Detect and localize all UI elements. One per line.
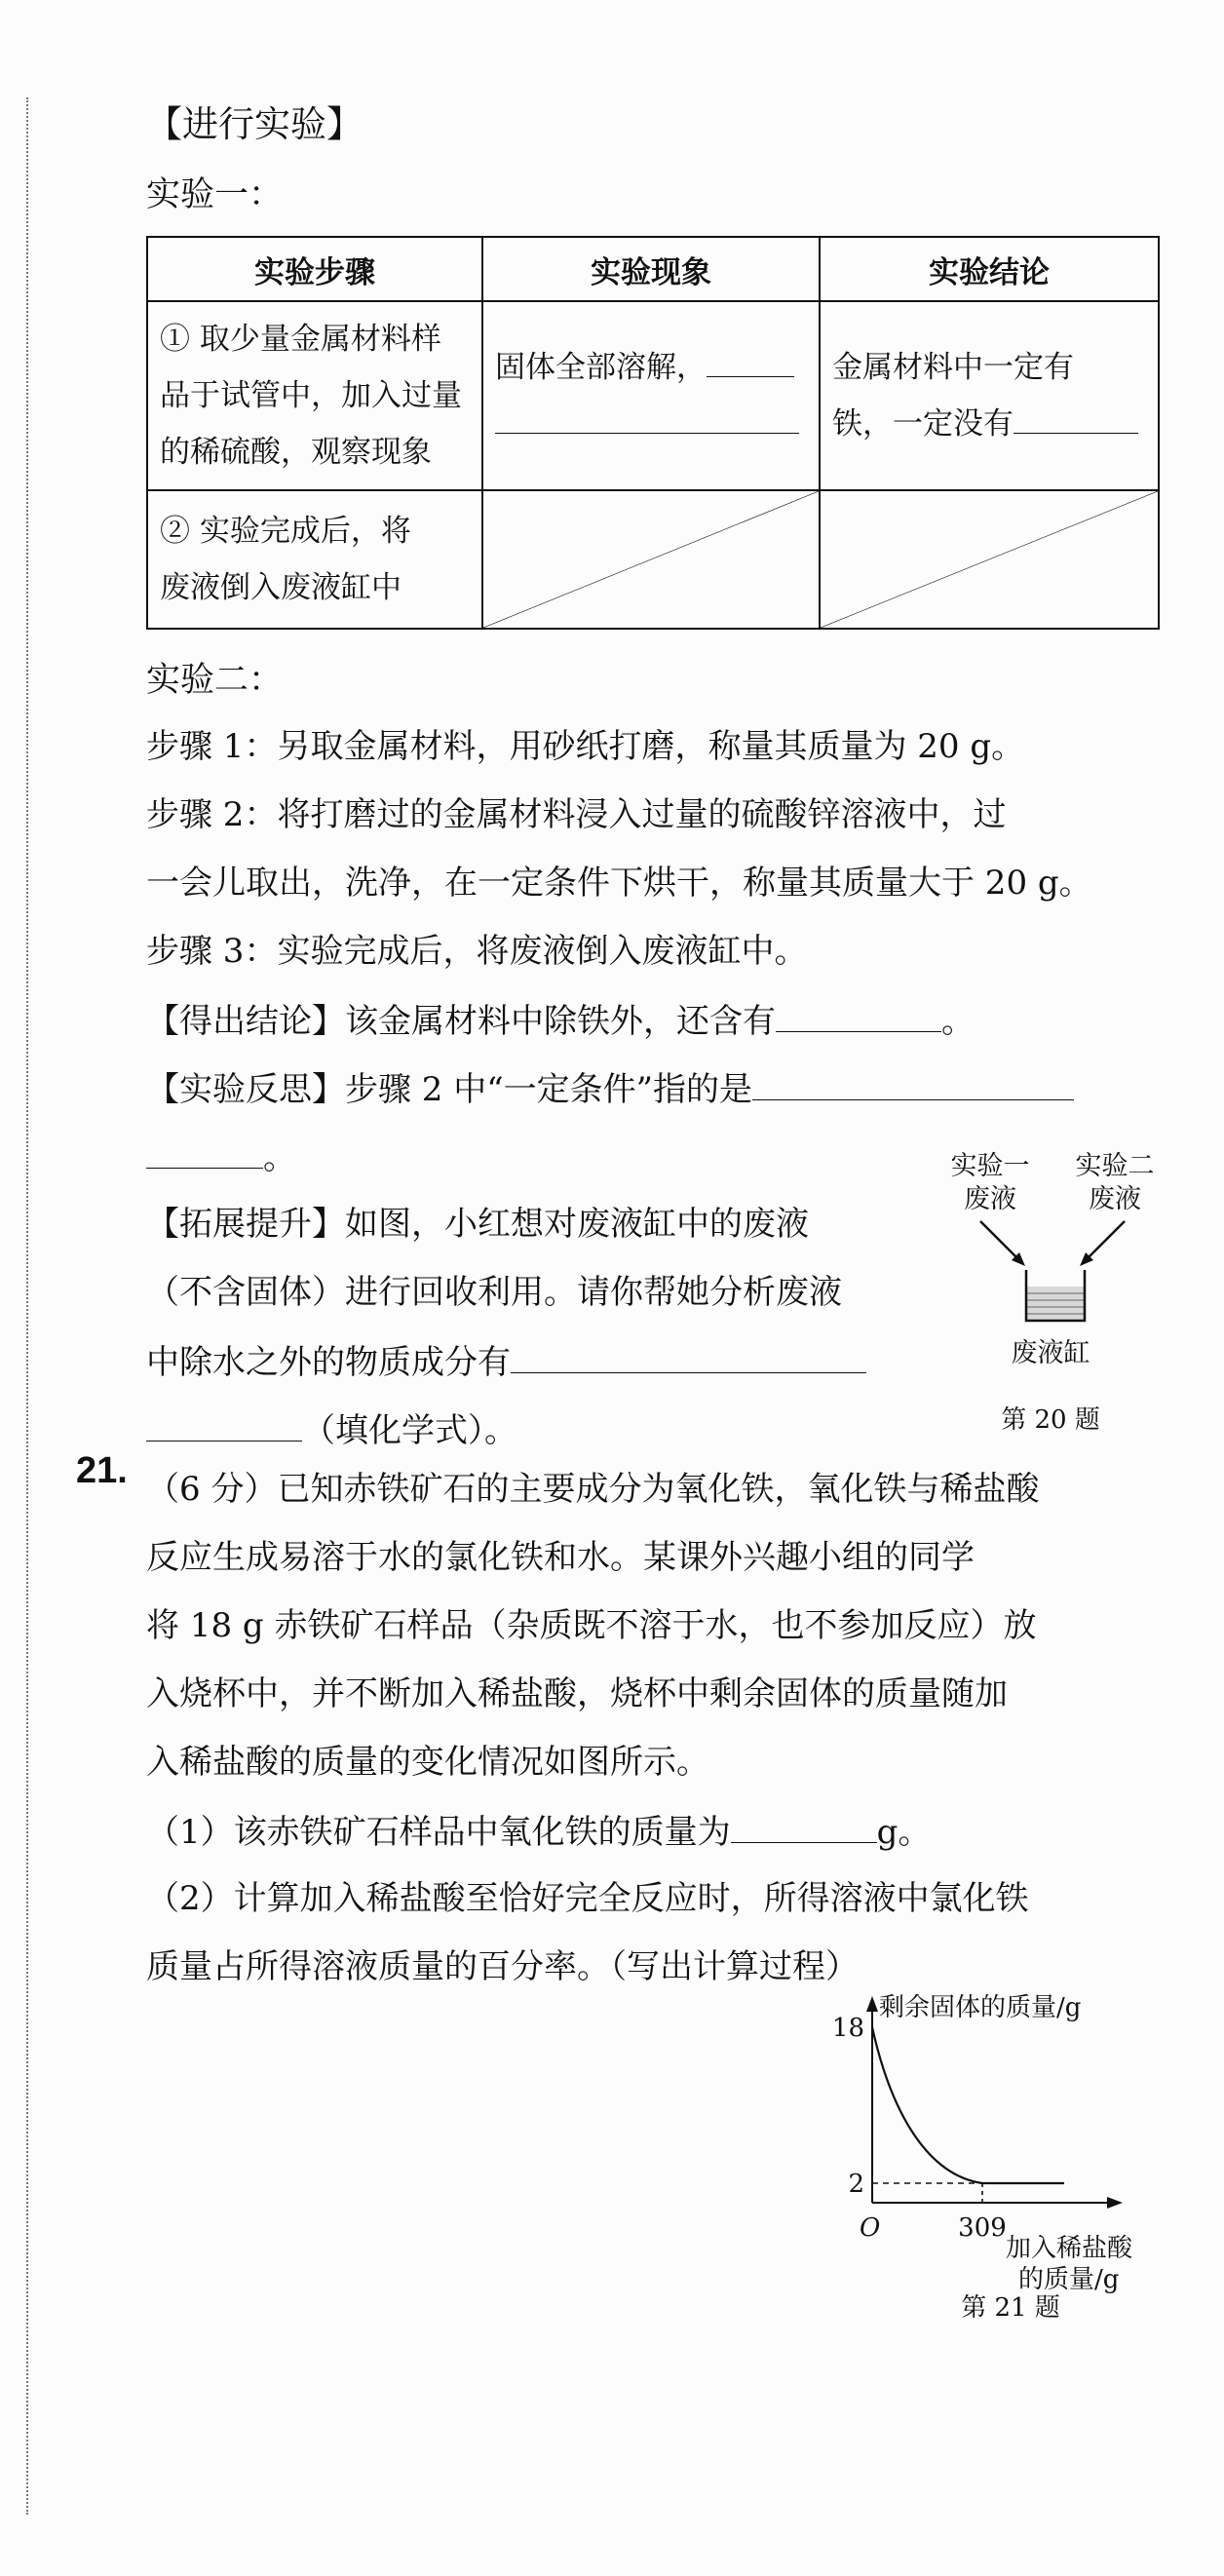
arrow-right bbox=[1080, 1221, 1125, 1266]
q21-line-2: 反应生成易溶于水的氯化铁和水。某课外兴趣小组的同学 bbox=[146, 1538, 975, 1577]
extend-line-2: （不含固体）进行回收利用。请你帮她分析废液 bbox=[146, 1273, 842, 1312]
y-tick-label: 18 bbox=[831, 2014, 864, 2043]
row1-step: ① 取少量金属材料样 品于试管中，加入过量 的稀硫酸，观察现象 bbox=[147, 301, 482, 490]
origin-label: O bbox=[860, 2213, 881, 2243]
experiment2-label: 实验二： bbox=[146, 661, 284, 700]
header-conclusion: 实验结论 bbox=[820, 237, 1159, 301]
step3-text: 步骤 3：实验完成后，将废液倒入废液缸中。 bbox=[146, 932, 808, 971]
margin-dotted-line bbox=[26, 97, 28, 2515]
header-step: 实验步骤 bbox=[147, 237, 482, 301]
y-axis bbox=[866, 1996, 878, 2203]
q21-line-3: 将 18 g 赤铁矿石样品（杂质既不溶于水，也不参加反应）放 bbox=[146, 1606, 1037, 1645]
row2-conclusion-empty bbox=[820, 490, 1159, 629]
row1-phenomenon: 固体全部溶解， bbox=[482, 301, 820, 490]
extend-line-4: （填化学式）。 bbox=[146, 1409, 517, 1450]
answer-blank[interactable] bbox=[1014, 402, 1138, 434]
q21-subquestion-2b: 质量占所得溶液质量的百分率。（写出计算过程） bbox=[146, 1947, 859, 1986]
q21-subquestion-2a: （2）计算加入稀盐酸至恰好完全反应时，所得溶液中氯化铁 bbox=[146, 1879, 1029, 1918]
x-axis-label-2: 的质量/g bbox=[1018, 2265, 1120, 2294]
x-tick-label: 309 bbox=[958, 2213, 1007, 2243]
conclusion-question: 【得出结论】该金属材料中除铁外，还含有 。 bbox=[146, 1002, 975, 1041]
q21-line-5: 入稀盐酸的质量的变化情况如图所示。 bbox=[146, 1743, 709, 1782]
extend-line-1: 【拓展提升】如图，小红想对废液缸中的废液 bbox=[146, 1205, 809, 1244]
section-heading: 【进行实验】 bbox=[146, 103, 363, 145]
fig20-tank-label: 废液缸 bbox=[1011, 1338, 1090, 1368]
figure-21-chart bbox=[819, 1988, 1189, 2320]
figure-20 bbox=[943, 1145, 1177, 1438]
x-axis-label-1: 加入稀盐酸 bbox=[1006, 2234, 1133, 2263]
data-curve bbox=[872, 2027, 982, 2183]
row2-step: ② 实验完成后，将 废液倒入废液缸中 bbox=[147, 490, 482, 629]
answer-blank[interactable] bbox=[752, 1068, 1074, 1100]
q21-line-4: 入烧杯中，并不断加入稀盐酸，烧杯中剩余固体的质量随加 bbox=[146, 1674, 1008, 1713]
reflection-continuation: 。 bbox=[146, 1136, 296, 1177]
fig20-label-left-1: 实验一 bbox=[950, 1151, 1030, 1181]
step2-text-a: 步骤 2：将打磨过的金属材料浸入过量的硫酸锌溶液中，过 bbox=[146, 795, 1007, 834]
header-phenomenon: 实验现象 bbox=[482, 237, 820, 301]
fig21-caption: 第 21 题 bbox=[961, 2293, 1060, 2320]
fig20-label-right-2: 废液 bbox=[1089, 1184, 1141, 1214]
answer-blank[interactable] bbox=[146, 1136, 263, 1169]
answer-blank[interactable] bbox=[495, 402, 799, 434]
experiment-table bbox=[146, 236, 1160, 630]
q21-line-1: （6 分）已知赤铁矿石的主要成分为氧化铁，氧化铁与稀盐酸 bbox=[146, 1470, 1040, 1509]
step1-text: 步骤 1：另取金属材料，用砂纸打磨，称量其质量为 20 g。 bbox=[146, 727, 1025, 766]
step2-text-b: 一会儿取出，洗净，在一定条件下烘干，称量其质量大于 20 g。 bbox=[146, 864, 1092, 903]
fig20-label-left-2: 废液 bbox=[964, 1184, 1016, 1214]
arrow-left bbox=[980, 1221, 1025, 1266]
fig20-caption: 第 20 题 bbox=[1001, 1405, 1100, 1435]
row1-conclusion: 金属材料中一定有 铁，一定没有 bbox=[820, 301, 1159, 490]
row2-phenomenon-empty bbox=[482, 490, 820, 629]
q21-subquestion-1: （1）该赤铁矿石样品中氧化铁的质量为 g。 bbox=[146, 1813, 932, 1852]
y-tick-label: 2 bbox=[848, 2170, 864, 2199]
experiment1-label: 实验一： bbox=[146, 175, 284, 214]
x-axis bbox=[872, 2197, 1123, 2209]
answer-blank[interactable] bbox=[731, 1811, 877, 1843]
waste-tank-icon bbox=[1026, 1270, 1085, 1321]
answer-blank[interactable] bbox=[776, 1000, 941, 1032]
answer-blank[interactable] bbox=[146, 1409, 302, 1442]
fig20-label-right-1: 实验二 bbox=[1075, 1151, 1155, 1181]
y-axis-label: 剩余固体的质量/g bbox=[879, 1993, 1082, 2022]
extend-line-3: 中除水之外的物质成分有 bbox=[146, 1341, 866, 1382]
answer-blank[interactable] bbox=[511, 1341, 866, 1373]
answer-blank[interactable] bbox=[707, 345, 794, 377]
reflection-question: 【实验反思】步骤 2 中“一定条件”指的是 bbox=[146, 1068, 1074, 1109]
question-21-number: 21. bbox=[76, 1450, 128, 1491]
